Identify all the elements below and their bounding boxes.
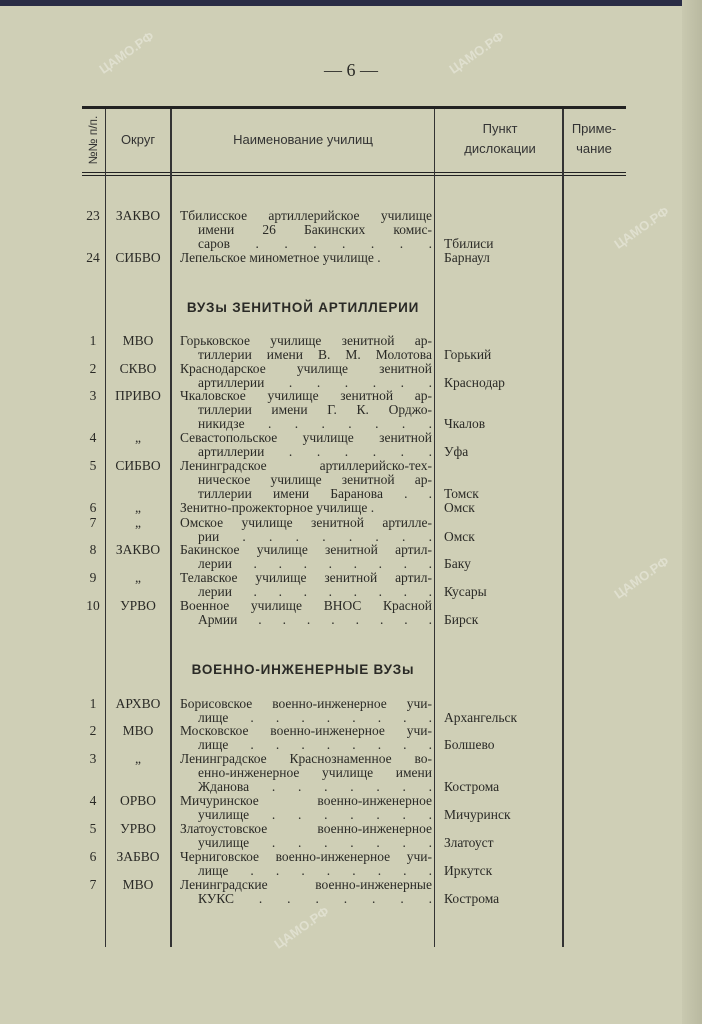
school-name-line: лерии . . . . . . . .	[198, 583, 432, 599]
row-district: ПРИВО	[115, 388, 161, 403]
header-place: Пункт дислокации	[464, 121, 536, 156]
row-number: 1	[89, 696, 97, 711]
table-top-rule	[82, 106, 626, 109]
watermark: ЦАМО.РФ	[611, 203, 672, 252]
row-school-name	[180, 878, 432, 906]
row-school-name	[180, 516, 432, 544]
row-school-name	[180, 794, 432, 822]
school-name-line: Борисовское военно-инженерное учи-	[180, 696, 432, 711]
row-district: МВО	[122, 723, 154, 738]
school-name-line: Телавское училище зенитной артил-	[180, 570, 432, 585]
header-note: Приме-чание	[571, 121, 617, 156]
school-name-line: ническое училище зенитной ар-	[198, 471, 432, 487]
header-district: Округ	[120, 132, 156, 147]
school-name-line: лище . . . . . . . .	[198, 709, 432, 725]
watermark: ЦАМО.РФ	[611, 553, 672, 602]
watermark: ЦАМО.РФ	[446, 28, 507, 77]
school-name-line: тиллерии имени Баранова . .	[198, 485, 432, 501]
row-number: 8	[89, 542, 97, 557]
row-district: ЗАКВО	[115, 208, 161, 223]
school-name-line: артиллерии . . . . . .	[198, 374, 432, 390]
watermark: ЦАМО.РФ	[96, 28, 157, 77]
col-divider-4	[562, 109, 564, 947]
school-name-line: лище . . . . . . . .	[198, 736, 432, 752]
row-district: УРВО	[120, 598, 156, 613]
row-district: ЗАБВО	[116, 849, 160, 864]
school-name-line: Военное училище ВНОС Красной	[180, 598, 432, 613]
row-location: Архангельск	[444, 709, 518, 725]
school-name-line: Мичуринское военно-инженерное	[180, 793, 432, 808]
school-name-line: училище . . . . . . .	[198, 806, 432, 822]
row-district: МВО	[122, 877, 154, 892]
school-name-line: никидзе . . . . . . .	[198, 415, 432, 431]
row-school-name	[180, 431, 432, 459]
row-number: 1	[89, 333, 97, 348]
header-bottom-rule	[82, 172, 626, 173]
school-name-line: енно-инженерное училище имени	[198, 764, 432, 780]
school-name-line: Чкаловское училище зенитной ар-	[180, 388, 432, 403]
row-school-name	[180, 571, 432, 599]
school-name-line: рии . . . . . . . .	[198, 528, 432, 544]
row-number: 5	[89, 821, 97, 836]
row-school-name	[180, 251, 432, 265]
row-school-name	[180, 724, 432, 752]
row-district: СИБВО	[115, 458, 161, 473]
row-school-name	[180, 459, 432, 500]
school-name-line: Тбилисское артиллерийское училище	[180, 208, 432, 223]
row-number: 2	[89, 361, 97, 376]
row-location: Баку	[444, 555, 471, 571]
row-number: 6	[89, 849, 97, 864]
row-number: 7	[89, 515, 97, 530]
row-location: Мичуринск	[444, 806, 511, 822]
row-school-name	[180, 209, 432, 250]
row-location: Тбилиси	[444, 235, 494, 251]
school-name-line: Ленинградское Краснознаменное во-	[180, 751, 432, 766]
header-num: №№ п/п.	[86, 115, 100, 165]
row-district: ОРВО	[119, 793, 156, 808]
row-number: 24	[86, 250, 100, 265]
school-name-line: Ленинградские военно-инженерные	[180, 877, 432, 892]
school-name-line: Краснодарское училище зенитной	[180, 361, 432, 376]
row-district: СИБВО	[115, 250, 161, 265]
school-name-line: Зенитно-прожекторное училище .	[180, 500, 375, 515]
row-school-name	[180, 543, 432, 571]
row-school-name	[180, 389, 432, 430]
row-district: ЗАКВО	[115, 542, 161, 557]
watermark: ЦАМО.РФ	[271, 903, 332, 952]
header-bottom-rule-2	[82, 175, 626, 176]
row-number: 23	[86, 208, 100, 223]
school-name-line: КУКС . . . . . . .	[198, 890, 432, 906]
row-district: „	[135, 430, 141, 445]
row-number: 4	[89, 430, 97, 445]
school-name-line: Лепельское минометное училище .	[180, 250, 381, 265]
school-name-line: тиллерии имени Г. К. Орджо-	[198, 401, 432, 417]
row-district: СКВО	[119, 361, 157, 376]
row-number: 2	[89, 723, 97, 738]
row-number: 10	[86, 598, 100, 613]
row-location: Омск	[444, 500, 475, 515]
row-location: Краснодар	[444, 374, 505, 390]
scan-right-edge	[682, 0, 702, 1024]
section-title: ВУЗы ЗЕНИТНОЙ АРТИЛЛЕРИИ	[186, 300, 420, 315]
school-name-line: имени 26 Бакинских комис-	[198, 221, 432, 237]
school-name-line: Севастопольское училище зенитной	[180, 430, 432, 445]
row-school-name	[180, 334, 432, 362]
row-school-name	[180, 850, 432, 878]
school-name-line: Армии . . . . . . . .	[198, 611, 432, 627]
row-district: АРХВО	[115, 696, 161, 711]
row-number: 5	[89, 458, 97, 473]
row-district: „	[135, 570, 141, 585]
row-location: Барнаул	[444, 250, 490, 265]
school-name-line: Горьковское училище зенитной ар-	[180, 333, 432, 348]
row-district: МВО	[122, 333, 154, 348]
row-number: 3	[89, 388, 97, 403]
row-location: Иркутск	[444, 862, 493, 878]
row-location: Бирск	[444, 611, 479, 627]
scan-top-edge	[0, 0, 702, 6]
school-name-line: Омское училище зенитной артилле-	[180, 515, 432, 530]
school-name-line: Черниговское военно-инженерное учи-	[180, 849, 432, 864]
row-number: 9	[89, 570, 97, 585]
col-divider-3	[434, 109, 435, 947]
row-school-name	[180, 501, 432, 515]
row-school-name	[180, 822, 432, 850]
row-number: 4	[89, 793, 97, 808]
page-number: — 6 —	[324, 60, 378, 80]
row-number: 6	[89, 500, 97, 515]
school-name-line: Ленинградское артиллерийско-тех-	[180, 458, 432, 473]
row-location: Кусары	[444, 583, 487, 599]
row-location: Томск	[444, 485, 479, 501]
row-district: „	[135, 500, 141, 515]
header-name: Наименование училищ	[233, 132, 373, 147]
school-name-line: училище . . . . . . .	[198, 834, 432, 850]
row-location: Златоуст	[444, 834, 494, 850]
row-district: УРВО	[120, 821, 156, 836]
row-school-name	[180, 362, 432, 390]
school-name-line: саров . . . . . . .	[198, 235, 432, 251]
school-name-line: Жданова . . . . . . .	[198, 778, 432, 794]
row-location: Кострома	[444, 778, 500, 794]
row-district: „	[135, 515, 141, 530]
row-district: „	[135, 751, 141, 766]
row-number: 3	[89, 751, 97, 766]
row-location: Чкалов	[444, 415, 486, 431]
school-name-line: Бакинское училище зенитной артил-	[180, 542, 432, 557]
row-location: Уфа	[444, 443, 469, 459]
row-location: Омск	[444, 528, 475, 544]
school-name-line: лерии . . . . . . . .	[198, 555, 432, 571]
school-name-line: тиллерии имени В. М. Молотова	[198, 346, 432, 362]
row-school-name	[180, 697, 432, 725]
school-name-line: лище . . . . . . . .	[198, 862, 432, 878]
row-location: Кострома	[444, 890, 500, 906]
row-location: Болшево	[444, 736, 495, 752]
row-number: 7	[89, 877, 97, 892]
row-school-name	[180, 599, 432, 627]
school-name-line: Златоустовское военно-инженерное	[180, 821, 432, 836]
section-title: ВОЕННО-ИНЖЕНЕРНЫЕ ВУЗы	[191, 662, 415, 677]
row-location: Горький	[444, 346, 492, 362]
row-school-name	[180, 752, 432, 793]
school-name-line: артиллерии . . . . . .	[198, 443, 432, 459]
school-name-line: Московское военно-инженерное учи-	[180, 723, 432, 738]
col-divider-2	[170, 109, 172, 947]
